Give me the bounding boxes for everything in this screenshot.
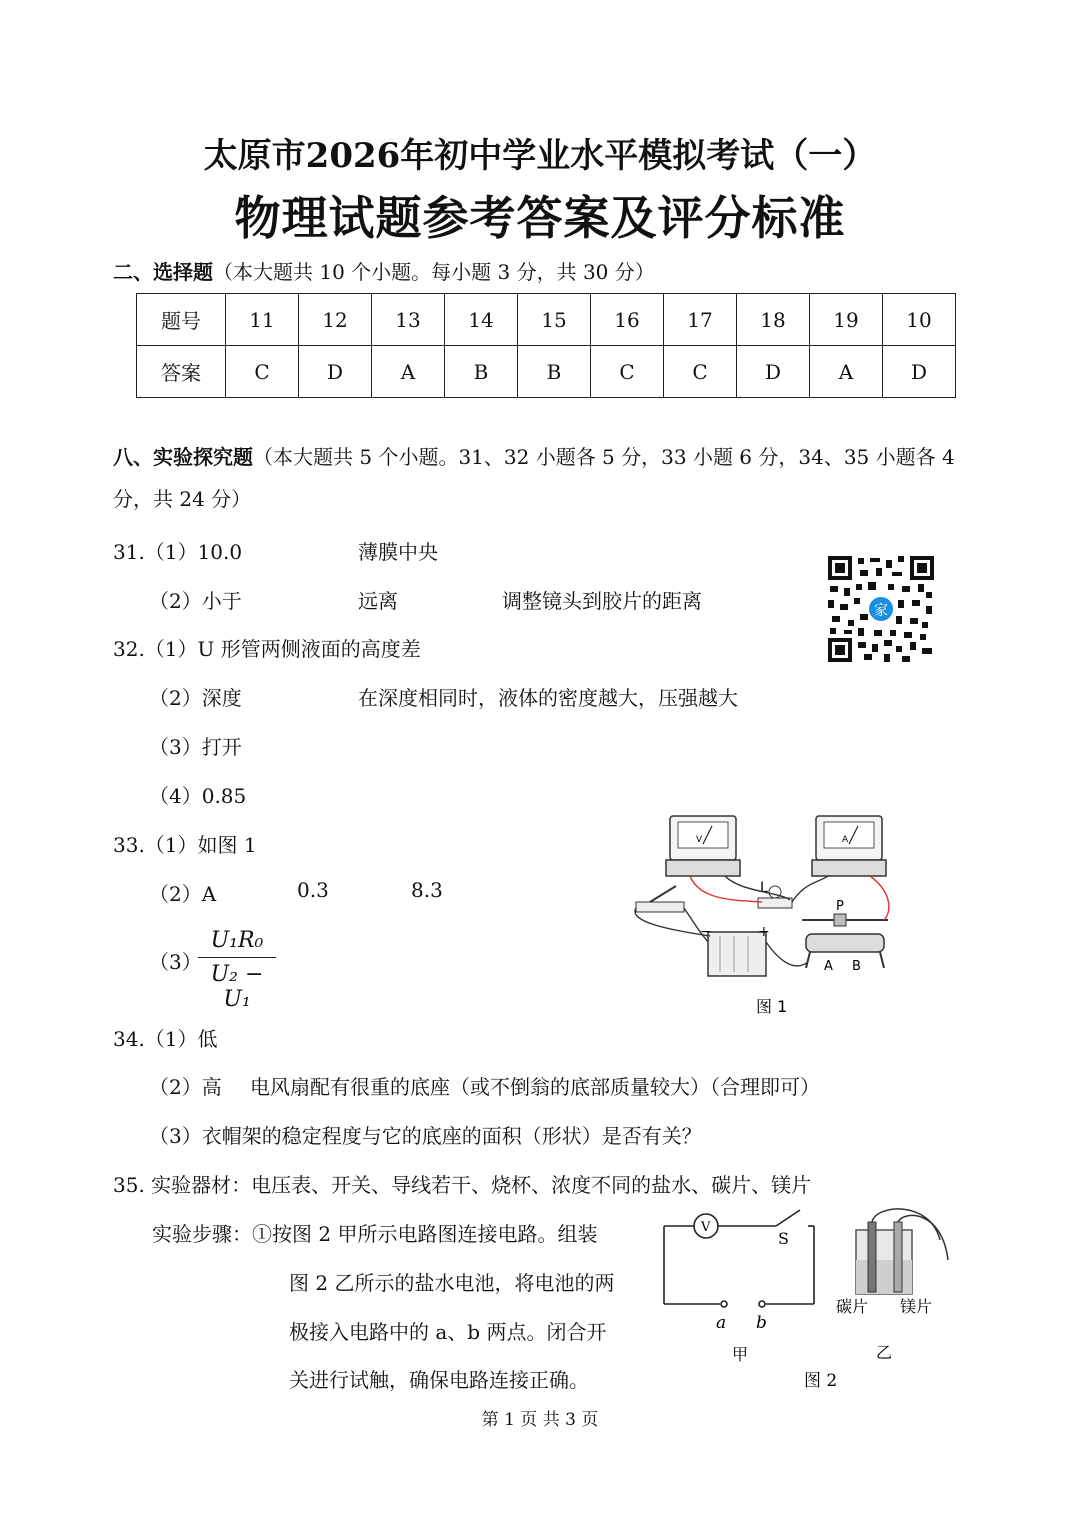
table-cell: A — [372, 346, 445, 398]
table-cell: 10 — [883, 294, 956, 346]
section-2-desc: （本大题共 10 个小题。每小题 3 分，共 30 分） — [213, 260, 655, 284]
section-8-desc: （本大题共 5 个小题。31、32 小题各 5 分，33 小题 6 分，34、35 小题各 4 — [253, 445, 955, 469]
switch-s-label: S — [778, 1229, 789, 1248]
q31-line2-b: 远离 — [358, 589, 398, 613]
q31-line2-c: 调整镜头到胶片的距离 — [502, 589, 702, 613]
q34-line3: （3）衣帽架的稳定程度与它的底座的面积（形状）是否有关？ — [149, 1124, 702, 1148]
table-cell: 14 — [445, 294, 518, 346]
answer-table — [136, 293, 956, 398]
battery-plus: + — [758, 924, 770, 940]
q34-line2-b: 电风扇配有很重的底座（或不倒翁的底部质量较大）（合理即可） — [250, 1075, 820, 1099]
rheostat-a-label: A — [824, 959, 833, 974]
ammeter-icon — [812, 816, 886, 876]
table-cell: 19 — [810, 294, 883, 346]
q32-line4: （4）0.85 — [149, 784, 247, 808]
qr-finder-top-right — [910, 556, 934, 580]
q33-line2-c: 8.3 — [411, 878, 443, 902]
q32-line2-a: （2）深度 — [149, 686, 242, 710]
exam-title: 太原市2026年初中学业水平模拟考试（一） — [203, 136, 877, 176]
q34-line1: 34.（1）低 — [113, 1027, 218, 1051]
q34-line2-a: （2）高 — [149, 1075, 222, 1099]
table-row-numbers — [137, 294, 956, 346]
lamp-label: L — [760, 880, 768, 896]
answer-key-title: 物理试题参考答案及评分标准 — [234, 191, 846, 245]
voltmeter-symbol-label: V — [701, 1220, 711, 1235]
figure-2-caption: 图 2 — [804, 1371, 838, 1391]
qr-finder-bottom-left — [828, 638, 852, 662]
q31-line1-b: 薄膜中央 — [358, 540, 438, 564]
q33-line2-a: （2）A — [149, 882, 217, 906]
table-cell: C — [591, 346, 664, 398]
switch-icon — [636, 886, 684, 912]
section-8-heading — [113, 441, 955, 470]
table-cell: 13 — [372, 294, 445, 346]
table-cell: 11 — [226, 294, 299, 346]
table-cell: 18 — [737, 294, 810, 346]
table-cell: C — [664, 346, 737, 398]
q32-line1: 32.（1）U 形管两侧液面的高度差 — [113, 637, 421, 661]
q33-fraction — [198, 928, 276, 1012]
svg-text:A: A — [842, 835, 849, 845]
table-cell: A — [810, 346, 883, 398]
table-header-cell: 答案 — [137, 346, 226, 398]
page-footer: 第 1 页 共 3 页 — [481, 1410, 599, 1430]
sub-label-yi: 乙 — [876, 1343, 893, 1362]
fraction-numerator: U₁R₀ — [198, 928, 276, 958]
q33-line1: 33.（1）如图 1 — [113, 833, 257, 857]
figure-2 — [650, 1200, 960, 1400]
table-cell: 16 — [591, 294, 664, 346]
table-cell: B — [445, 346, 518, 398]
fraction-denominator: U₂ − U₁ — [210, 962, 264, 1012]
q31-line2-a: （2）小于 — [149, 589, 242, 613]
q35-line2: 实验步骤：①按图 2 甲所示电路图连接电路。组装 — [152, 1222, 598, 1246]
svg-text:V: V — [696, 835, 703, 845]
point-b-label: b — [756, 1313, 767, 1333]
table-cell: C — [226, 346, 299, 398]
q32-line2-b: 在深度相同时，液体的密度越大，压强越大 — [358, 686, 738, 710]
table-cell: D — [883, 346, 956, 398]
qr-center-char: 家 — [874, 603, 888, 619]
q32-line3: （3）打开 — [149, 735, 242, 759]
q35-line5: 关进行试触，确保电路连接正确。 — [289, 1368, 589, 1392]
table-cell: 12 — [299, 294, 372, 346]
table-cell: B — [518, 346, 591, 398]
section-8-desc-cont: 分，共 24 分） — [113, 487, 252, 511]
q31-line1-a: 31.（1）10.0 — [113, 540, 243, 564]
table-cell: 17 — [664, 294, 737, 346]
battery-minus: − — [700, 924, 712, 940]
table-cell: D — [299, 346, 372, 398]
table-cell: D — [737, 346, 810, 398]
qr-finder-top-left — [828, 556, 852, 580]
figure-1-caption: 图 1 — [756, 997, 788, 1016]
figure-1-circuit — [630, 812, 900, 1022]
section-8-label: 八、实验探究题 — [113, 445, 253, 469]
mg-label: 镁片 — [900, 1297, 933, 1316]
table-header-cell: 题号 — [137, 294, 226, 346]
q33-line3-label: （3） — [149, 950, 202, 974]
point-a-label: a — [716, 1313, 727, 1333]
q35-line1: 35. 实验器材：电压表、开关、导线若干、烧杯、浓度不同的盐水、碳片、镁片 — [113, 1173, 812, 1197]
section-2-label: 二、选择题 — [113, 260, 213, 284]
section-2-heading — [113, 256, 655, 285]
circuit-diagram-jia — [664, 1210, 814, 1307]
qr-code — [826, 554, 936, 664]
q33-line2-b: 0.3 — [297, 878, 329, 902]
q35-line4: 极接入电路中的 a、b 两点。闭合开 — [289, 1320, 607, 1344]
rheostat-b-label: B — [852, 959, 861, 974]
table-cell: 15 — [518, 294, 591, 346]
rheostat-icon — [802, 914, 888, 968]
voltmeter-icon — [666, 816, 740, 876]
table-row-answers — [137, 346, 956, 398]
rheostat-p-label: P — [836, 899, 844, 914]
beaker-icon — [856, 1209, 948, 1294]
sub-label-jia: 甲 — [732, 1345, 749, 1364]
carbon-label: 碳片 — [836, 1297, 869, 1316]
q35-line3: 图 2 乙所示的盐水电池，将电池的两 — [289, 1271, 615, 1295]
